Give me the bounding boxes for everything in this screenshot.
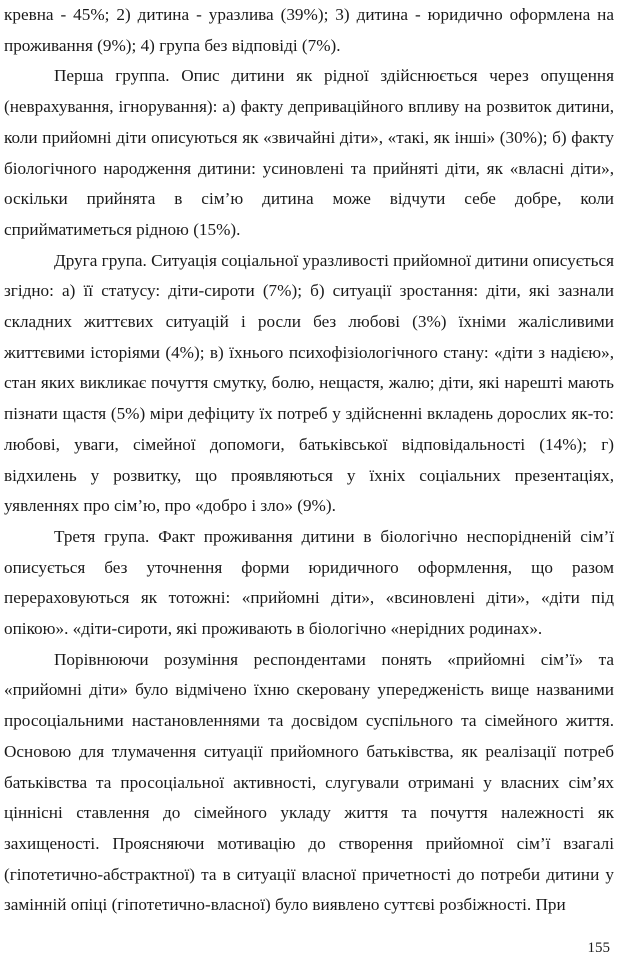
page-body xyxy=(4,0,614,921)
paragraph-third-group: Третя група. Факт проживання дитини в біологічно неспорідненій сім’ї описується без уточнення форми юридичного оформлення, що разом перераховуються як тотожні: «прийомні діти», «всиновлені діти», «діти під опікою». «діти-сироти, які проживають в біологічно «нерідних родинах». xyxy=(4,526,614,639)
paragraph-first-group: Перша группа. Опис дитини як рідної здійснюється через опущення (неврахування, ігнорування): а) факту депривацiйного впливу на розвиток дитини, коли прийомні діти описуються як «звичайні діти», «такі, як інші» (30%); б) факту біологічного народження дитини: усиновлені та прийняті діти, як «власні діти», оскільки прийнята в сім’ю дитина може відчути себе добре, коли сприйматиметься рідною (15%). xyxy=(4,66,614,239)
paragraph-comparison: Порівнюючи розуміння респондентами понять «прийомні сім’ї» та «прийомні діти» було відмічено їхню скеровану упередженість вище названими просоціальними настановленнями та досвідом суспільного та сімейного життя. Основою для тлумачення ситуації прийомного батьківства, як реалізації потреб батьківства та просоціальної активності, слугували отримані у власних сім’ях ціннісні ставлення до сімейного укладу життя та почуття належності як захищеності. Проясняючи мотивацію до створення прийомної сім’ї взагалі (гіпотетично-абстрактної) та в ситуації власної причетності до потреби дитини у замінній опіці (гіпотетично-власної) було виявлено суттєві розбіжності. При xyxy=(4,649,614,915)
page-number: 155 xyxy=(587,940,610,956)
paragraph-second-group: Друга група. Ситуація соціальної уразливості прийомної дитини описується згідно: а) її статусу: діти-сироти (7%); б) ситуації зростання: діти, які зазнали складних життєвих ситуацій і росли без любові (3%) їхніми жалісливими життєвими історіями (4%); в) їхнього психофізіологічного стану: «діти з надією», стан яких викликає почуття смутку, болю, нещастя, жалю; діти, які нарешті мають пізнати щастя (5%) міри дефіциту їх потреб у здійсненні вкладень дорослих як-то: любові, уваги, сімейної допомоги, батьківської відповідальності (14%); г) відхилень у розвитку, що проявляються у їхніх соціальних презентаціях, уявленнях про сім’ю, про «добро і зло» (9%). xyxy=(4,250,614,516)
paragraph-continuation: кревна - 45%; 2) дитина - уразлива (39%); 3) дитина - юридично оформлена на проживання (9%); 4) група без відповіді (7%). xyxy=(4,5,614,55)
